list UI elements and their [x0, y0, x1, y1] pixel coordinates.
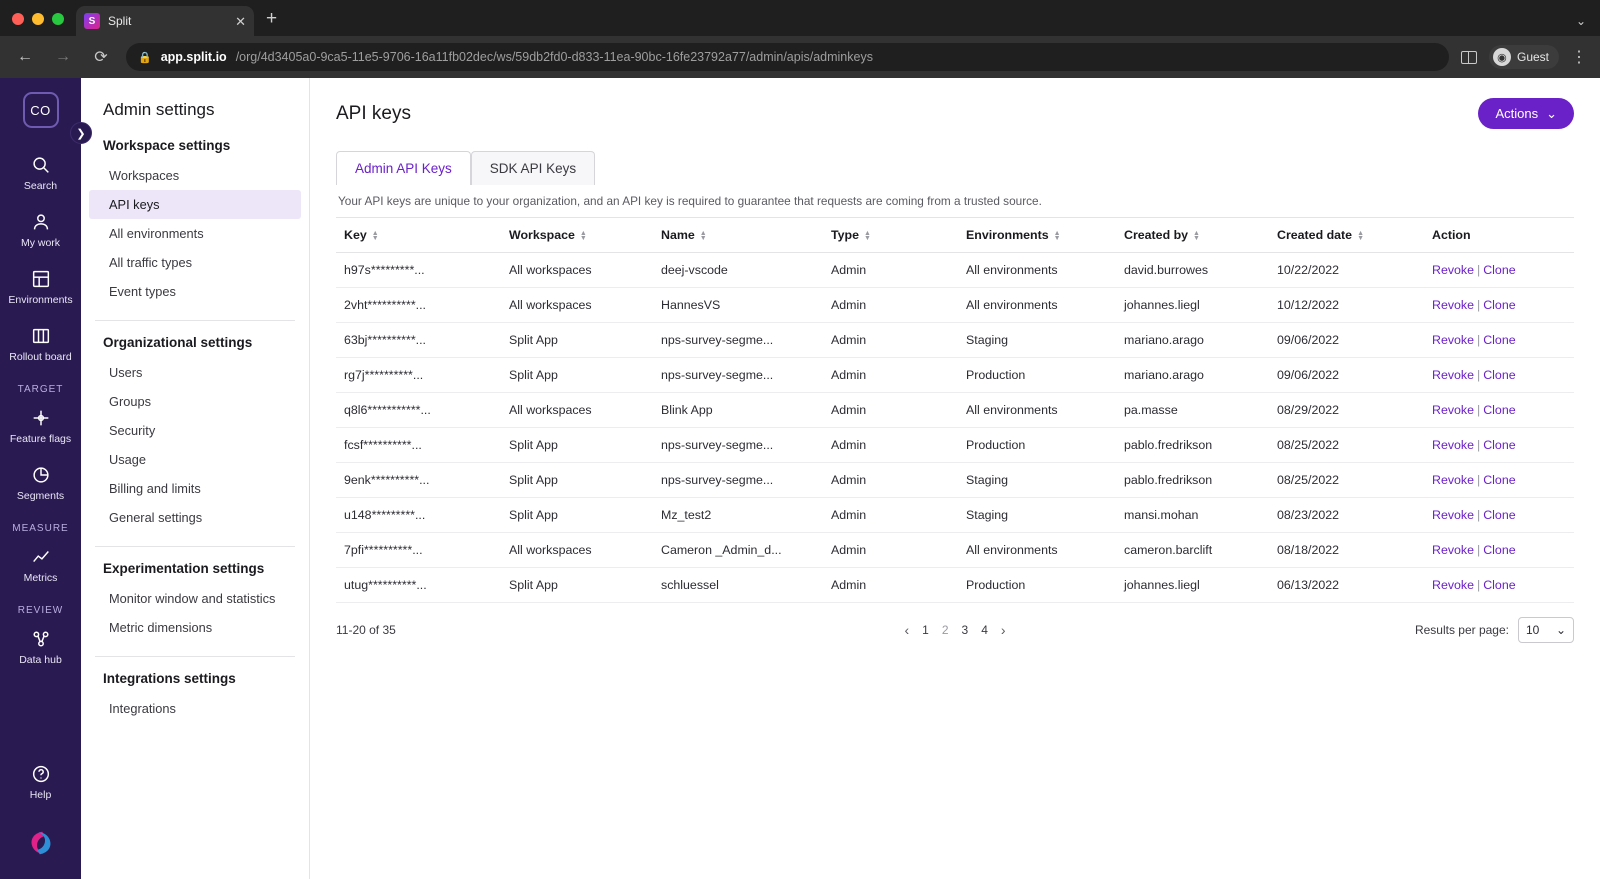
sidebar-item-workspaces[interactable]: Workspaces: [109, 168, 180, 183]
revoke-link[interactable]: Revoke: [1432, 508, 1475, 522]
rail-item-data-hub[interactable]: [0, 618, 81, 675]
avatar: ◉: [1493, 48, 1511, 66]
clone-link[interactable]: Clone: [1483, 368, 1516, 382]
api-key-cell: q8l6***********...: [336, 393, 501, 428]
name-cell: Mz_test2: [653, 498, 823, 533]
clone-link[interactable]: Clone: [1483, 473, 1516, 487]
sidebar-item-integrations[interactable]: Integrations: [109, 701, 176, 716]
rail-item-feature-flags[interactable]: [0, 397, 81, 454]
created-by-cell: cameron.barclift: [1116, 533, 1269, 568]
revoke-link[interactable]: Revoke: [1432, 543, 1475, 557]
action-cell: [1424, 498, 1574, 533]
created-by-cell: mansi.mohan: [1116, 498, 1269, 533]
minimize-window-button[interactable]: [32, 13, 44, 25]
rail-item-label: Search: [23, 180, 58, 192]
results-per-page-select[interactable]: [1518, 617, 1574, 643]
column-header-environments[interactable]: [958, 218, 1116, 253]
workspace-cell: Split App: [501, 358, 653, 393]
revoke-link[interactable]: Revoke: [1432, 403, 1475, 417]
name-cell: nps-survey-segme...: [653, 323, 823, 358]
sidebar-item-billing-and-limits[interactable]: Billing and limits: [109, 481, 201, 496]
chevron-down-icon: ⌄: [1555, 623, 1566, 637]
environments-cell: Production: [958, 568, 1116, 603]
api-keys-table: [336, 217, 1574, 603]
workspace-cell: All workspaces: [501, 253, 653, 288]
revoke-link[interactable]: Revoke: [1432, 298, 1475, 312]
environments-cell: Staging: [958, 498, 1116, 533]
type-cell: Admin: [823, 323, 958, 358]
environments-cell: Production: [958, 428, 1116, 463]
rollout-board-icon: [29, 324, 53, 348]
rail-item-label: Help: [29, 789, 52, 801]
address-bar[interactable]: [126, 43, 1449, 71]
action-cell: [1424, 463, 1574, 498]
environments-cell: All environments: [958, 533, 1116, 568]
name-cell: HannesVS: [653, 288, 823, 323]
nav-group-integrations-settings: Integrations settings: [103, 671, 236, 686]
sidebar-item-groups[interactable]: Groups: [109, 394, 151, 409]
workspace-cell: Split App: [501, 463, 653, 498]
api-key-cell: fcsf**********...: [336, 428, 501, 463]
environments-cell: All environments: [958, 288, 1116, 323]
results-per-page: [1415, 617, 1574, 643]
created-date-cell: 08/18/2022: [1269, 533, 1424, 568]
column-header-name[interactable]: [653, 218, 823, 253]
page-1-button[interactable]: 1: [922, 623, 929, 637]
close-window-button[interactable]: [12, 13, 24, 25]
sidebar-item-metric-dimensions[interactable]: Metric dimensions: [109, 620, 213, 635]
chevron-down-icon[interactable]: ⌄: [1575, 14, 1586, 28]
search-icon: [29, 153, 53, 177]
column-header-workspace[interactable]: [501, 218, 653, 253]
window-traffic-lights: [10, 13, 76, 36]
rail-item-label: Metrics: [23, 572, 58, 584]
api-key-cell: u148*********...: [336, 498, 501, 533]
workspace-cell: Split App: [501, 323, 653, 358]
column-label: Name: [661, 228, 695, 242]
page-title: Admin settings: [103, 100, 215, 119]
rail-item-label: Feature flags: [9, 433, 72, 445]
type-cell: Admin: [823, 358, 958, 393]
created-date-cell: 09/06/2022: [1269, 358, 1424, 393]
rail-item-label: My work: [20, 237, 61, 249]
created-by-cell: pablo.fredrikson: [1116, 463, 1269, 498]
action-separator: |: [1477, 578, 1481, 592]
sidebar-item-security[interactable]: Security: [109, 423, 156, 438]
api-key-cell: 2vht**********...: [336, 288, 501, 323]
url-host: app.split.io: [160, 50, 227, 64]
sort-icon: ▲ ▼: [699, 229, 707, 242]
name-cell: deej-vscode: [653, 253, 823, 288]
api-key-cell: utug**********...: [336, 568, 501, 603]
chevron-down-icon: ⌄: [1546, 105, 1557, 121]
clone-link[interactable]: Clone: [1483, 543, 1516, 557]
page-2-button[interactable]: 2: [941, 623, 949, 637]
toolbar-right-actions: [1461, 45, 1588, 69]
action-cell: [1424, 323, 1574, 358]
table-row: [336, 463, 1574, 498]
sort-icon: ▲ ▼: [864, 229, 871, 242]
rail-item-help[interactable]: [26, 753, 56, 810]
clone-link[interactable]: Clone: [1483, 578, 1516, 592]
maximize-window-button[interactable]: [52, 13, 64, 25]
pagination: [336, 617, 1574, 643]
type-cell: Admin: [823, 428, 958, 463]
split-logo-icon: S: [84, 13, 100, 29]
name-cell: nps-survey-segme...: [653, 463, 823, 498]
action-cell: [1424, 568, 1574, 603]
name-cell: schluessel: [653, 568, 823, 603]
workspace-cell: All workspaces: [501, 393, 653, 428]
action-separator: |: [1477, 508, 1481, 522]
forward-button[interactable]: →: [55, 48, 71, 65]
help-icon: [29, 762, 53, 786]
sort-icon: ▲ ▼: [1357, 229, 1364, 242]
column-header-created-date[interactable]: [1269, 218, 1424, 253]
created-date-cell: 08/25/2022: [1269, 428, 1424, 463]
divider: [95, 320, 295, 321]
created-by-cell: david.burrowes: [1116, 253, 1269, 288]
rail-item-environments[interactable]: [0, 258, 81, 315]
name-cell: nps-survey-segme...: [653, 358, 823, 393]
rail-item-label: Rollout board: [9, 351, 72, 363]
created-by-cell: pablo.fredrikson: [1116, 428, 1269, 463]
feature-flags-icon: [29, 406, 53, 430]
created-by-cell: mariano.arago: [1116, 323, 1269, 358]
sort-icon: ▲ ▼: [371, 229, 379, 242]
lock-icon: 🔒: [138, 51, 152, 64]
column-label: Action: [1432, 228, 1471, 242]
browser-tab[interactable]: [76, 6, 254, 36]
column-header-action: [1424, 218, 1574, 253]
created-date-cell: 06/13/2022: [1269, 568, 1424, 603]
nav-group-organizational-settings: Organizational settings: [103, 335, 253, 350]
workspace-cell: All workspaces: [501, 288, 653, 323]
my-work-icon: [29, 210, 53, 234]
content-title: API keys: [336, 102, 411, 124]
api-keys-tabs: [336, 151, 1574, 185]
page-controls: [904, 622, 1005, 638]
rail-item-my-work[interactable]: [0, 201, 81, 258]
environments-cell: Staging: [958, 323, 1116, 358]
action-separator: |: [1477, 473, 1481, 487]
action-cell: [1424, 358, 1574, 393]
action-separator: |: [1477, 333, 1481, 347]
profile-button[interactable]: [1489, 45, 1559, 69]
table-row: [336, 253, 1574, 288]
clone-link[interactable]: Clone: [1483, 333, 1516, 347]
created-date-cell: 10/12/2022: [1269, 288, 1424, 323]
rail-item-label: Environments: [8, 294, 73, 306]
action-separator: |: [1477, 438, 1481, 452]
type-cell: Admin: [823, 568, 958, 603]
browser-tab-title: Split: [108, 14, 132, 28]
created-by-cell: johannes.liegl: [1116, 568, 1269, 603]
page-3-button[interactable]: 3: [961, 623, 969, 637]
divider: [95, 656, 295, 657]
browser-menu-icon[interactable]: ⋮: [1571, 49, 1588, 66]
table-row: [336, 358, 1574, 393]
app-body: [0, 78, 1600, 879]
type-cell: Admin: [823, 463, 958, 498]
primary-nav-rail: [0, 78, 86, 879]
revoke-link[interactable]: Revoke: [1432, 368, 1475, 382]
sidebar-item-general-settings[interactable]: General settings: [109, 510, 203, 525]
created-date-cell: 10/22/2022: [1269, 253, 1424, 288]
column-header-created-by[interactable]: [1116, 218, 1269, 253]
action-cell: [1424, 533, 1574, 568]
name-cell: Cameron _Admin_d...: [653, 533, 823, 568]
created-date-cell: 08/23/2022: [1269, 498, 1424, 533]
workspace-cell: All workspaces: [501, 533, 653, 568]
rail-item-search[interactable]: [0, 144, 81, 201]
sidebar-item-all-traffic-types[interactable]: All traffic types: [109, 255, 192, 270]
created-by-cell: johannes.liegl: [1116, 288, 1269, 323]
back-button[interactable]: ←: [17, 48, 33, 65]
rail-item-metrics[interactable]: [0, 536, 81, 593]
clone-link[interactable]: Clone: [1483, 403, 1516, 417]
action-separator: |: [1477, 263, 1481, 277]
revoke-link[interactable]: Revoke: [1432, 333, 1475, 347]
table-header-row: [336, 218, 1574, 253]
api-key-cell: 7pfi**********...: [336, 533, 501, 568]
data-hub-icon: [29, 627, 53, 651]
column-header-type[interactable]: [823, 218, 958, 253]
table-header: [336, 218, 1574, 253]
actions-button-label: Actions: [1495, 106, 1539, 121]
created-date-cell: 09/06/2022: [1269, 323, 1424, 358]
url-path: /org/4d3405a0-9ca5-11e5-9706-16a11fb02dec/ws/59db2fd0-d833-11ea-90bc-16fe23792a77/admin/apis/adminkeys: [235, 50, 873, 64]
workspace-cell: Split App: [501, 498, 653, 533]
workspace-cell: Split App: [501, 428, 653, 463]
name-cell: nps-survey-segme...: [653, 428, 823, 463]
type-cell: Admin: [823, 393, 958, 428]
column-label: Workspace: [509, 228, 575, 242]
results-per-page-value: 10: [1526, 623, 1540, 637]
actions-button[interactable]: [1478, 98, 1574, 129]
action-separator: |: [1477, 298, 1481, 312]
metrics-icon: [29, 545, 53, 569]
rail-item-label: Segments: [16, 490, 65, 502]
action-separator: |: [1477, 403, 1481, 417]
environments-icon: [29, 267, 53, 291]
tab-admin-api-keys[interactable]: Admin API Keys: [336, 151, 471, 185]
column-label: Key: [344, 228, 367, 242]
column-label: Type: [831, 228, 859, 242]
clone-link[interactable]: Clone: [1483, 298, 1516, 312]
nav-group-workspace-settings: Workspace settings: [103, 138, 231, 153]
segments-icon: [29, 463, 53, 487]
revoke-link[interactable]: Revoke: [1432, 263, 1475, 277]
rail-item-segments[interactable]: [0, 454, 81, 511]
sort-icon: ▲ ▼: [1053, 229, 1061, 242]
nav-group-experimentation-settings: Experimentation settings: [103, 561, 265, 576]
table-row: [336, 533, 1574, 568]
column-label: Created date: [1277, 228, 1353, 242]
table-row: [336, 498, 1574, 533]
sidebar-item-monitor-window-and-statistics[interactable]: Monitor window and statistics: [109, 591, 276, 606]
content-header: [336, 98, 1574, 129]
close-tab-icon[interactable]: ✕: [235, 13, 246, 29]
created-date-cell: 08/29/2022: [1269, 393, 1424, 428]
environments-cell: Production: [958, 358, 1116, 393]
revoke-link[interactable]: Revoke: [1432, 473, 1475, 487]
rail-item-rollout-board[interactable]: [0, 315, 81, 372]
table-row: [336, 323, 1574, 358]
browser-toolbar: [0, 36, 1600, 78]
table-row: [336, 428, 1574, 463]
api-key-cell: h97s*********...: [336, 253, 501, 288]
table-row: [336, 393, 1574, 428]
action-cell: [1424, 393, 1574, 428]
table-row: [336, 288, 1574, 323]
sidebar-item-usage[interactable]: Usage: [109, 452, 146, 467]
rail-bottom: [26, 753, 56, 879]
main-content: [310, 78, 1600, 879]
column-label: Created by: [1124, 228, 1189, 242]
rail-item-label: Data hub: [19, 654, 62, 666]
org-avatar[interactable]: CO: [23, 92, 59, 128]
previous-page-button[interactable]: ‹: [904, 622, 910, 638]
revoke-link[interactable]: Revoke: [1432, 438, 1475, 452]
action-cell: [1424, 428, 1574, 463]
tab-sdk-api-keys[interactable]: SDK API Keys: [471, 151, 595, 185]
sidebar-item-api-keys[interactable]: API keys: [89, 190, 301, 219]
action-cell: [1424, 253, 1574, 288]
name-cell: Blink App: [653, 393, 823, 428]
browser-tabstrip: [0, 0, 1600, 36]
clone-link[interactable]: Clone: [1483, 438, 1516, 452]
action-cell: [1424, 288, 1574, 323]
sidebar-item-users[interactable]: Users: [109, 365, 143, 380]
table-body: [336, 253, 1574, 603]
clone-link[interactable]: Clone: [1483, 508, 1516, 522]
action-separator: |: [1477, 368, 1481, 382]
created-by-cell: mariano.arago: [1116, 358, 1269, 393]
table-row: [336, 568, 1574, 603]
environments-cell: Staging: [958, 463, 1116, 498]
page-4-button[interactable]: 4: [981, 623, 988, 637]
profile-label: Guest: [1516, 50, 1549, 64]
next-page-button[interactable]: ›: [1000, 622, 1006, 638]
divider: [95, 546, 295, 547]
sort-icon: ▲ ▼: [1193, 229, 1200, 242]
split-logo-icon: [26, 828, 56, 865]
rail-section-measure: MEASURE: [12, 523, 69, 534]
created-by-cell: pa.masse: [1116, 393, 1269, 428]
results-per-page-label: Results per page:: [1414, 623, 1509, 637]
side-panel-icon[interactable]: [1461, 51, 1477, 64]
sort-icon: ▲ ▼: [579, 229, 587, 242]
admin-settings-nav: [81, 78, 310, 879]
api-keys-description: Your API keys are unique to your organization, and an API key is required to guarantee that requests are coming from a trusted source.: [338, 194, 1042, 208]
column-header-key[interactable]: [336, 218, 501, 253]
created-date-cell: 08/25/2022: [1269, 463, 1424, 498]
api-key-cell: 9enk**********...: [336, 463, 501, 498]
workspace-cell: Split App: [501, 568, 653, 603]
api-key-cell: 63bj**********...: [336, 323, 501, 358]
sidebar-item-event-types[interactable]: Event types: [109, 284, 176, 299]
environments-cell: All environments: [958, 253, 1116, 288]
type-cell: Admin: [823, 253, 958, 288]
type-cell: Admin: [823, 498, 958, 533]
clone-link[interactable]: Clone: [1483, 263, 1516, 277]
revoke-link[interactable]: Revoke: [1432, 578, 1475, 592]
type-cell: Admin: [823, 533, 958, 568]
rail-section-target: TARGET: [17, 384, 64, 395]
api-key-cell: rg7j**********...: [336, 358, 501, 393]
new-tab-button[interactable]: +: [266, 8, 278, 29]
rail-section-review: REVIEW: [17, 605, 64, 616]
reload-button[interactable]: ⟳: [94, 49, 108, 66]
results-count: 11-20 of 35: [336, 623, 396, 637]
sidebar-item-all-environments[interactable]: All environments: [109, 226, 204, 241]
action-separator: |: [1477, 543, 1481, 557]
environments-cell: All environments: [958, 393, 1116, 428]
column-label: Environments: [966, 228, 1049, 242]
type-cell: Admin: [823, 288, 958, 323]
expand-nav-icon[interactable]: ❯: [70, 122, 92, 144]
